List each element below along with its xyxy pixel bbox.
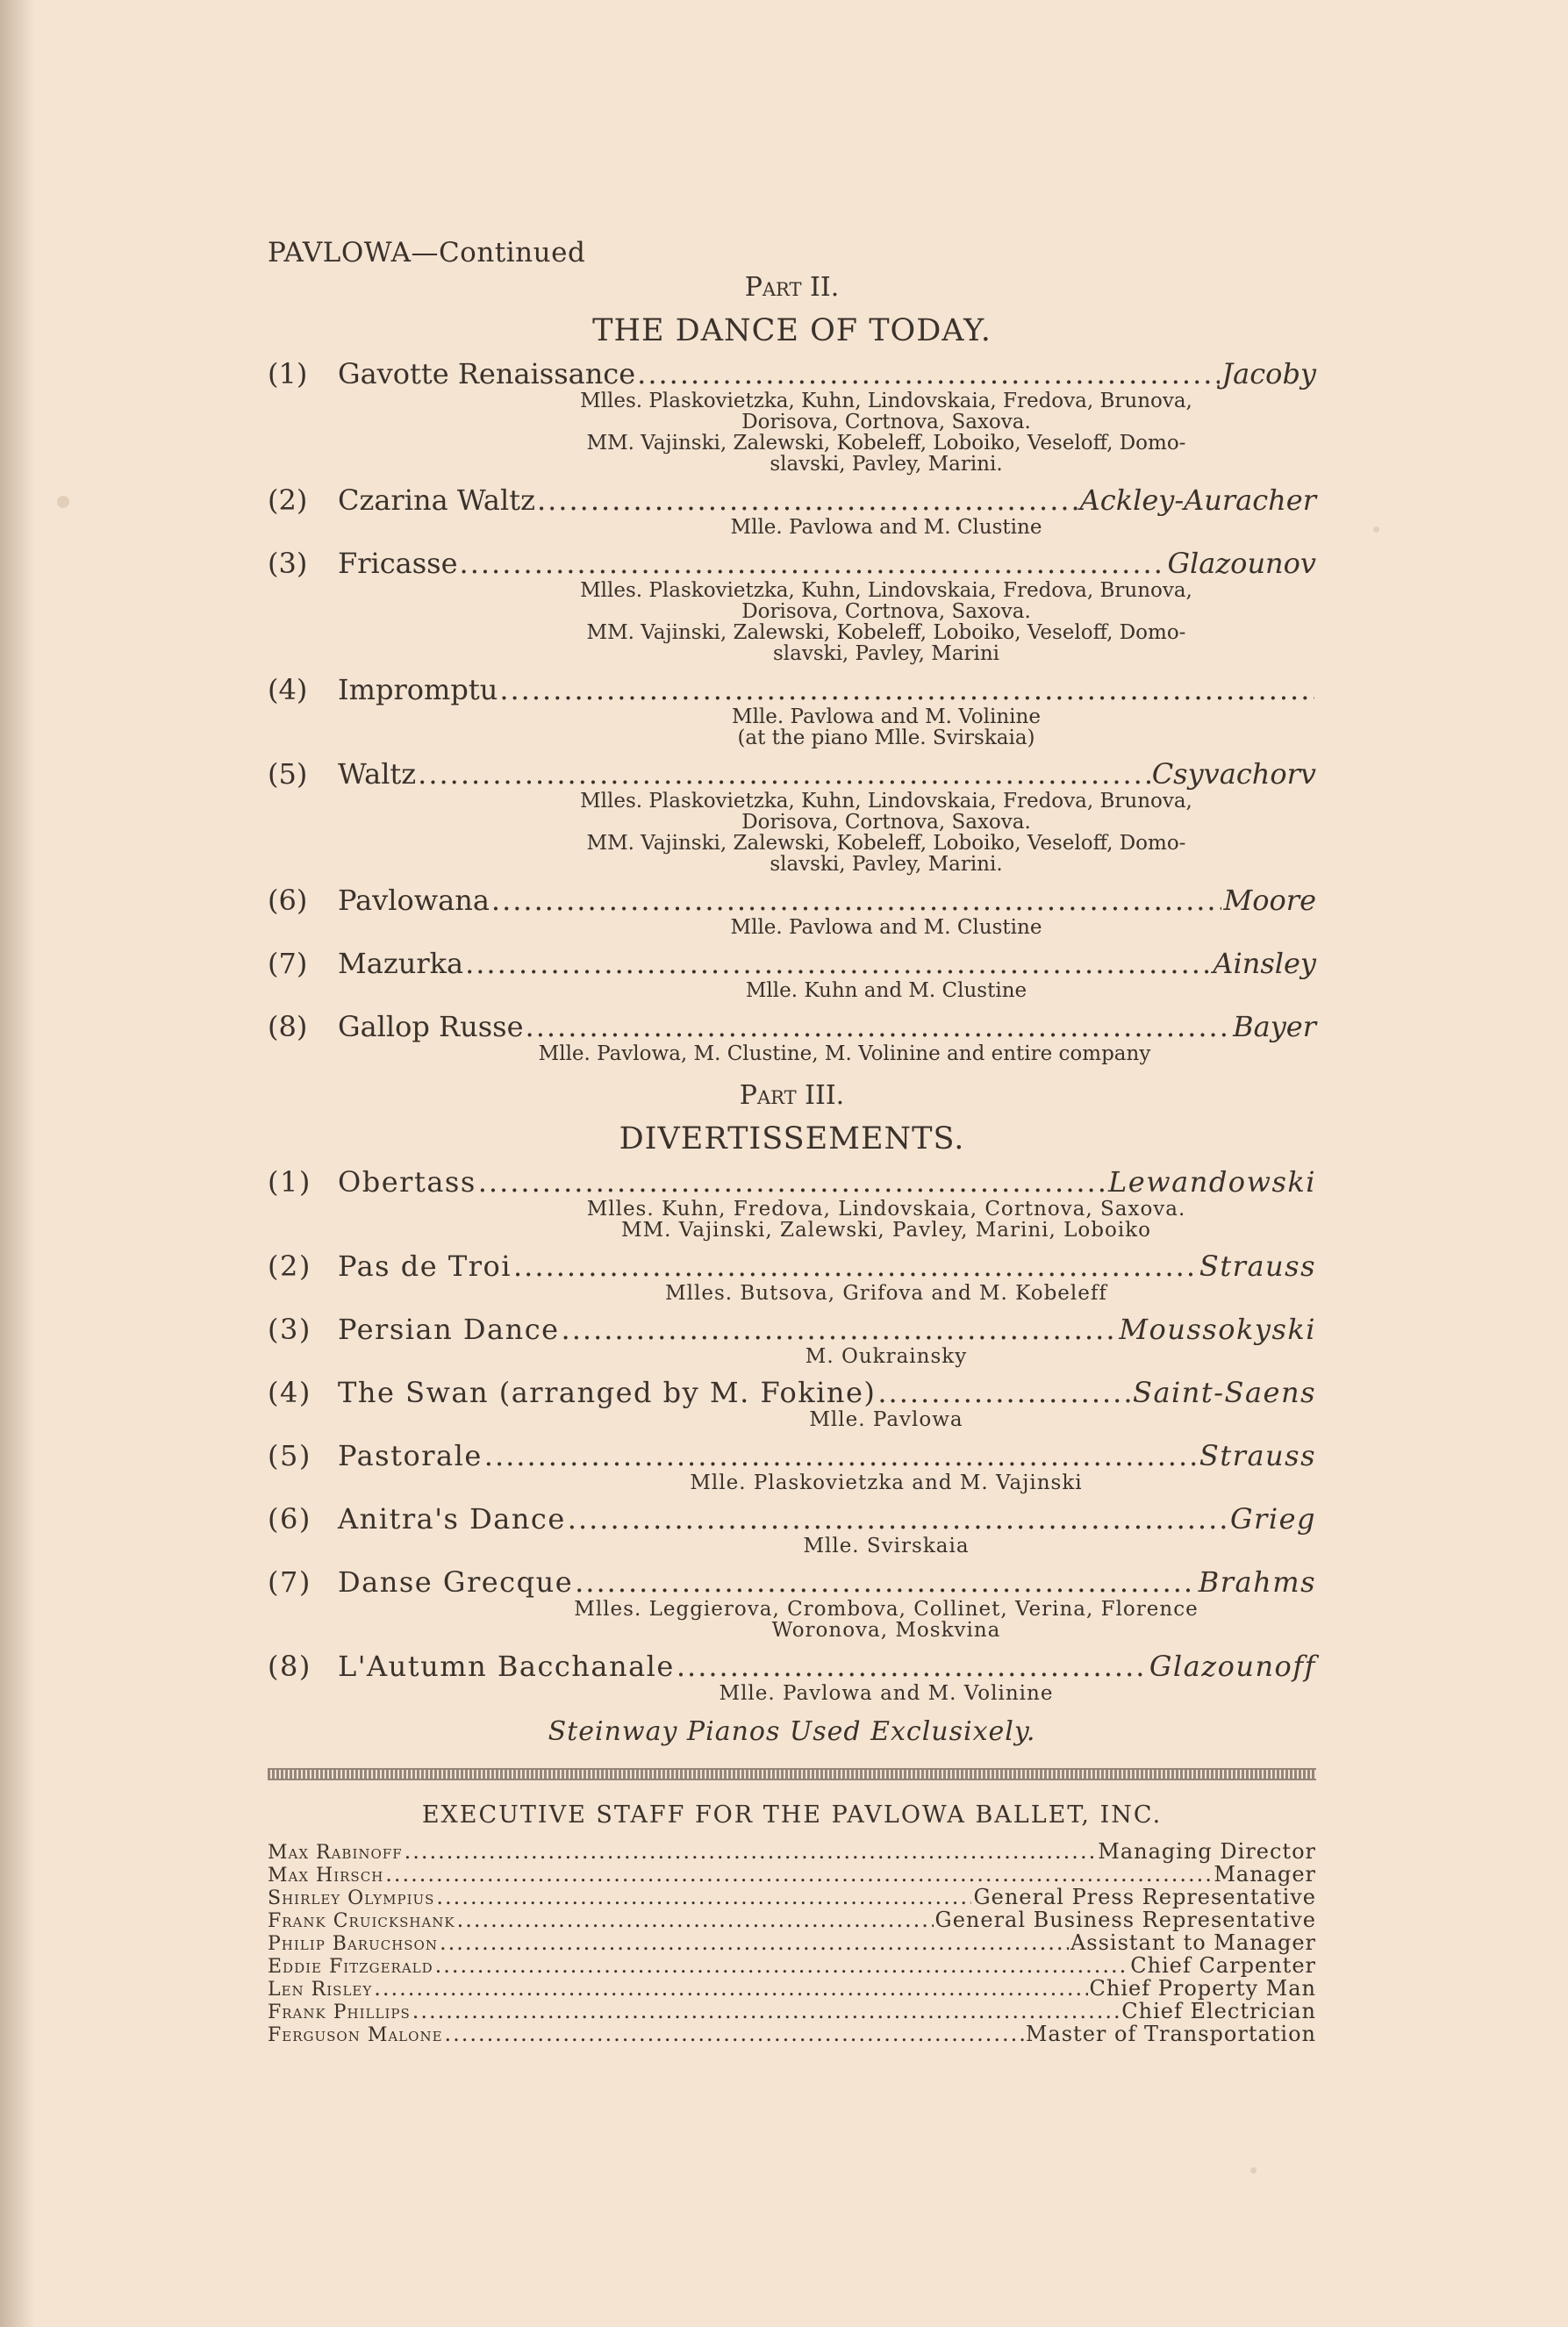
performers: Mlle. Pavlowa and M. Clustine <box>730 916 1042 939</box>
leader-dots <box>418 757 1150 791</box>
page-edge-shadow <box>0 0 35 2327</box>
composer: Moussokyski <box>1119 1313 1316 1346</box>
part-ii-program-list <box>268 357 1316 1064</box>
dance-title: The Swan (arranged by M. Fokine) <box>338 1376 877 1409</box>
dance-title: L'Autumn Bacchanale <box>338 1650 675 1683</box>
program-item-row <box>268 947 1316 980</box>
dance-title: Obertass <box>338 1165 476 1199</box>
dance-title: Anitra's Dance <box>338 1502 566 1536</box>
leader-dots <box>877 1376 1131 1409</box>
performers: Mlles. Kuhn, Fredova, Lindovskaia, Cortnova, Saxova. MM. Vajinski, Zalewski, Pavley, Marini, Loboiko <box>586 1198 1186 1242</box>
program-item-row <box>268 1313 1316 1346</box>
leader-dots <box>537 483 1078 517</box>
program-item <box>268 1502 1316 1557</box>
program-item-row <box>268 1010 1316 1043</box>
pianos-note: Steinway Pianos Used Exclusixely. <box>548 1716 1036 1747</box>
part-iii-label: Part III. <box>739 1080 845 1111</box>
composer: Strauss <box>1199 1249 1316 1283</box>
performers: Mlles. Plaskovietzka, Kuhn, Lindovskaia, Fredova, Brunova, Dorisova, Cortnova, Saxova. MM. Vajinski, Zalewski, Kobeleff, Loboiko, Veseloff, Domo- slavski, Pavley, Marini <box>580 579 1192 665</box>
item-number: (6) <box>268 884 308 917</box>
program-item-row <box>268 1165 1316 1199</box>
item-number: (7) <box>268 1565 311 1599</box>
leader-dots <box>575 1565 1197 1599</box>
staff-row <box>268 1932 1316 1955</box>
program-item <box>268 1376 1316 1430</box>
staff-name: Frank Cruickshank <box>268 1910 455 1932</box>
item-number: (4) <box>268 1376 311 1409</box>
leader-dots <box>385 1864 1212 1886</box>
composer: Jacoby <box>1221 357 1316 390</box>
item-number: (2) <box>268 483 308 517</box>
program-item-row <box>268 1439 1316 1472</box>
performers: Mlles. Butsova, Grifova and M. Kobeleff <box>665 1282 1107 1305</box>
dance-title: Pavlowana <box>338 884 490 917</box>
paper-stain <box>1250 2167 1257 2173</box>
composer: Bayer <box>1233 1010 1316 1043</box>
staff-name: Max Hirsch <box>268 1865 384 1887</box>
staff-name: Eddie Fitzgerald <box>268 1956 433 1978</box>
staff-name: Frank Phillips <box>268 2001 411 2023</box>
staff-name: Philip Baruchson <box>268 1933 438 1955</box>
leader-dots <box>460 547 1166 580</box>
composer: Grieg <box>1229 1502 1316 1536</box>
performers: M. Oukrainsky <box>805 1345 968 1368</box>
dance-title: Gallop Russe <box>338 1010 524 1043</box>
leader-dots <box>677 1650 1148 1683</box>
staff-row <box>268 2023 1316 2046</box>
program-item-row <box>268 1249 1316 1283</box>
dance-title: Pastorale <box>338 1439 483 1472</box>
item-number: (6) <box>268 1502 311 1536</box>
program-item-row <box>268 547 1316 580</box>
staff-row <box>268 2001 1316 2023</box>
leader-dots <box>440 1932 1069 1954</box>
paper-stain <box>57 496 69 508</box>
item-number: (1) <box>268 1165 311 1199</box>
program-item-row <box>268 1502 1316 1536</box>
part-iii-program-list <box>268 1165 1316 1704</box>
program-item-row <box>268 483 1316 517</box>
program-item <box>268 673 1316 748</box>
staff-role: Managing Director <box>1098 1839 1316 1864</box>
staff-row <box>268 1887 1316 1909</box>
leader-dots <box>568 1502 1228 1536</box>
staff-row <box>268 1864 1316 1887</box>
leader-dots <box>445 2023 1024 2045</box>
dance-title: Pas de Troi <box>338 1249 512 1283</box>
item-number: (8) <box>268 1010 308 1043</box>
performers: Mlle. Pavlowa, M. Clustine, M. Volinine and entire company <box>538 1042 1151 1065</box>
staff-row <box>268 1978 1316 2001</box>
staff-role: Manager <box>1214 1862 1316 1887</box>
leader-dots <box>484 1439 1198 1472</box>
leader-dots <box>478 1165 1106 1199</box>
staff-role: Master of Transportation <box>1025 2022 1316 2046</box>
staff-role: Chief Property Man <box>1089 1976 1316 2001</box>
composer: Lewandowski <box>1108 1165 1316 1199</box>
composer: Glazounoff <box>1149 1650 1316 1683</box>
part-ii-title: THE DANCE OF TODAY. <box>592 313 992 348</box>
program-item <box>268 1010 1316 1064</box>
leader-dots <box>499 673 1314 706</box>
program-item <box>268 1565 1316 1641</box>
program-item <box>268 757 1316 875</box>
performers: Mlle. Svirskaia <box>803 1535 970 1557</box>
staff-row <box>268 1955 1316 1978</box>
dance-title: Mazurka <box>338 947 464 980</box>
dance-title: Waltz <box>338 757 417 791</box>
dance-title: Danse Grecque <box>338 1565 574 1599</box>
performers: Mlle. Pavlowa <box>809 1408 963 1431</box>
item-number: (4) <box>268 673 308 706</box>
program-item <box>268 1439 1316 1493</box>
composer: Strauss <box>1199 1439 1316 1472</box>
staff-role: Chief Carpenter <box>1130 1953 1316 1978</box>
program-item-row <box>268 1565 1316 1599</box>
program-item <box>268 1249 1316 1304</box>
performers: Mlle. Pavlowa and M. Volinine (at the piano Mlle. Svirskaia) <box>732 705 1041 749</box>
program-item-row <box>268 884 1316 917</box>
composer: Saint-Saens <box>1133 1376 1316 1409</box>
continued-header: PAVLOWA—Continued <box>268 237 586 268</box>
leader-dots <box>435 1955 1129 1977</box>
performers: Mlle. Plaskovietzka and M. Vajinski <box>690 1471 1083 1494</box>
leader-dots <box>412 2001 1121 2023</box>
performers: Mlle. Pavlowa and M. Clustine <box>730 516 1042 539</box>
leader-dots <box>526 1010 1232 1043</box>
performers: Mlle. Pavlowa and M. Volinine <box>719 1682 1054 1705</box>
item-number: (8) <box>268 1650 311 1683</box>
item-number: (3) <box>268 547 308 580</box>
staff-role: Chief Electrician <box>1121 1999 1316 2023</box>
leader-dots <box>637 357 1220 390</box>
leader-dots <box>513 1249 1198 1283</box>
composer: Brahms <box>1198 1565 1316 1599</box>
staff-role: General Business Representative <box>934 1908 1316 1932</box>
dance-title: Gavotte Renaissance <box>338 357 636 390</box>
program-page <box>268 237 1316 2046</box>
performers: Mlles. Plaskovietzka, Kuhn, Lindovskaia, Fredova, Brunova, Dorisova, Cortnova, Saxova. MM. Vajinski, Zalewski, Kobeleff, Loboiko, Veseloff, Domo- slavski, Pavley, Marini. <box>580 390 1192 476</box>
program-item <box>268 483 1316 538</box>
composer: Glazounov <box>1167 547 1316 580</box>
program-item <box>268 1165 1316 1241</box>
staff-name: Max Rabinoff <box>268 1842 403 1864</box>
staff-row <box>268 1841 1316 1864</box>
staff-role: Assistant to Manager <box>1070 1930 1316 1955</box>
program-item <box>268 547 1316 664</box>
staff-name: Shirley Olympius <box>268 1887 435 1909</box>
composer: Moore <box>1223 884 1316 917</box>
program-item-row <box>268 673 1316 706</box>
composer: Csyvachorv <box>1151 757 1316 791</box>
program-item-row <box>268 757 1316 791</box>
leader-dots <box>457 1909 934 1931</box>
leader-dots <box>491 884 1222 917</box>
leader-dots <box>465 947 1211 980</box>
program-item-row <box>268 357 1316 390</box>
performers: Mlle. Kuhn and M. Clustine <box>745 979 1027 1002</box>
staff-name: Len Risley <box>268 1979 373 2001</box>
composer: Ackley-Auracher <box>1079 483 1316 517</box>
performers: Mlles. Plaskovietzka, Kuhn, Lindovskaia, Fredova, Brunova, Dorisova, Cortnova, Saxova. MM. Vajinski, Zalewski, Kobeleff, Loboiko, Veseloff, Domo- slavski, Pavley, Marini. <box>580 790 1192 876</box>
staff-row <box>268 1909 1316 1932</box>
staff-role: General Press Representative <box>973 1885 1316 1909</box>
dance-title: Impromptu <box>338 673 498 706</box>
part-ii-label: Part II. <box>744 272 840 303</box>
decorative-divider <box>268 1768 1316 1780</box>
part-iii-title: DIVERTISSEMENTS. <box>619 1121 965 1156</box>
item-number: (2) <box>268 1249 311 1283</box>
leader-dots <box>374 1978 1087 2000</box>
performers: Mlles. Leggierova, Crombova, Collinet, Verina, Florence Woronova, Moskvina <box>574 1598 1199 1642</box>
program-item <box>268 1650 1316 1704</box>
program-item-row <box>268 1650 1316 1683</box>
staff-name: Ferguson Malone <box>268 2024 443 2046</box>
leader-dots <box>436 1887 971 1908</box>
staff-list <box>268 1841 1316 2046</box>
program-item <box>268 884 1316 938</box>
paper-stain <box>1373 526 1379 533</box>
dance-title: Persian Dance <box>338 1313 560 1346</box>
program-item <box>268 1313 1316 1367</box>
item-number: (7) <box>268 947 308 980</box>
composer: Ainsley <box>1213 947 1316 980</box>
leader-dots <box>405 1841 1097 1863</box>
staff-title: EXECUTIVE STAFF FOR THE PAVLOWA BALLET, INC. <box>421 1801 1163 1829</box>
item-number: (5) <box>268 757 308 791</box>
dance-title: Fricasse <box>338 547 458 580</box>
leader-dots <box>562 1313 1118 1346</box>
program-item <box>268 947 1316 1001</box>
dance-title: Czarina Waltz <box>338 483 535 517</box>
item-number: (5) <box>268 1439 311 1472</box>
item-number: (1) <box>268 357 308 390</box>
program-item <box>268 357 1316 475</box>
program-item-row <box>268 1376 1316 1409</box>
item-number: (3) <box>268 1313 311 1346</box>
